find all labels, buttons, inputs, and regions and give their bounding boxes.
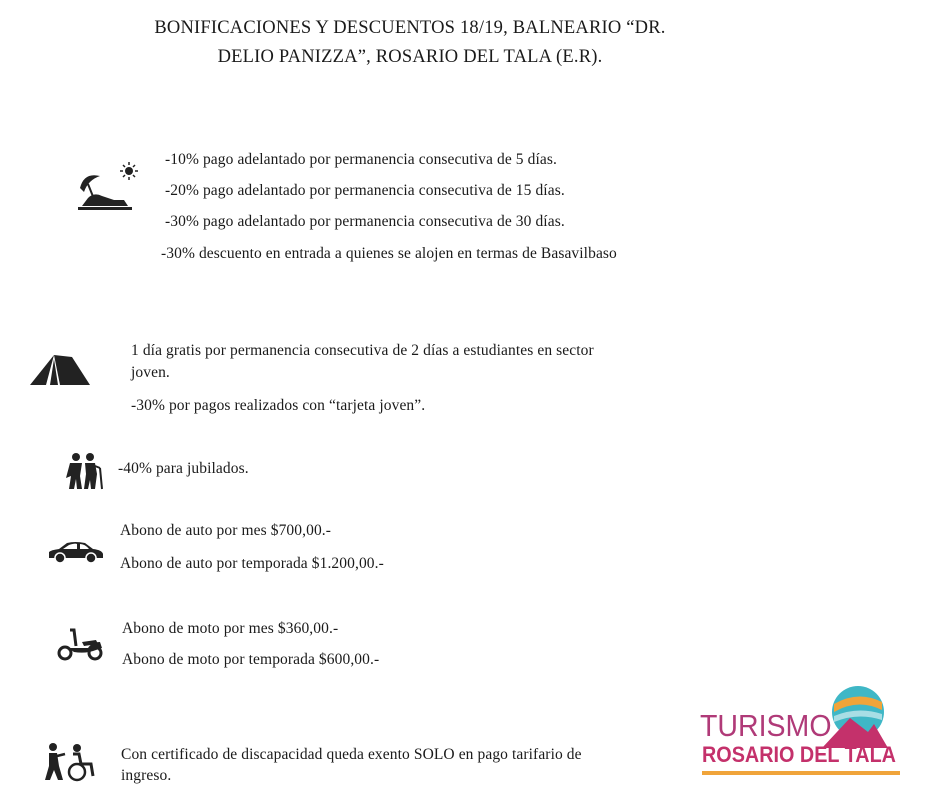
car-line-1: Abono de auto por mes $700,00.- xyxy=(120,522,332,539)
beach-line-3: -30% pago adelantado por permanencia consecutiva de 30 días. xyxy=(165,213,565,230)
moto-line-1: Abono de moto por mes $360,00.- xyxy=(122,620,339,637)
disability-line-2: ingreso. xyxy=(121,767,172,784)
title-line-2: DELIO PANIZZA”, ROSARIO DEL TALA (E.R). xyxy=(217,47,603,67)
tent-icon xyxy=(28,353,92,387)
car-line-2: Abono de auto por temporada $1.200,00.- xyxy=(120,555,384,572)
moto-line-2: Abono de moto por temporada $600,00.- xyxy=(122,651,380,668)
camping-line-1: 1 día gratis por permanencia consecutiva de 2 días a estudiantes en sector xyxy=(131,342,594,359)
beach-line-1: -10% pago adelantado por permanencia consecutiva de 5 días. xyxy=(165,151,557,168)
retirees-line-1: -40% para jubilados. xyxy=(118,460,249,477)
disability-line-1: Con certificado de discapacidad queda exento SOLO en pago tarifario de xyxy=(121,746,582,763)
title-line-1: BONIFICACIONES Y DESCUENTOS 18/19, BALNEARIO “DR. xyxy=(154,18,666,38)
wheelchair-icon xyxy=(43,742,97,782)
document-title xyxy=(0,14,820,72)
camping-line-2: joven. xyxy=(131,364,170,381)
beach-line-2: -20% pago adelantado por permanencia consecutiva de 15 días. xyxy=(165,182,565,199)
beach-umbrella-icon xyxy=(74,162,138,212)
logo-text-rosario: ROSARIO DEL TALA xyxy=(702,742,896,767)
logo-underline xyxy=(702,771,900,775)
camping-line-3: -30% por pagos realizados con “tarjeta joven”. xyxy=(131,397,426,414)
car-icon xyxy=(47,540,105,564)
beach-line-4: -30% descuento en entrada a quienes se alojen en termas de Basavilbaso xyxy=(161,245,617,262)
logo-text-turismo: TURISMO xyxy=(700,708,832,743)
turismo-logo xyxy=(700,684,905,780)
scooter-icon xyxy=(56,628,104,662)
elderly-couple-icon xyxy=(62,452,106,490)
